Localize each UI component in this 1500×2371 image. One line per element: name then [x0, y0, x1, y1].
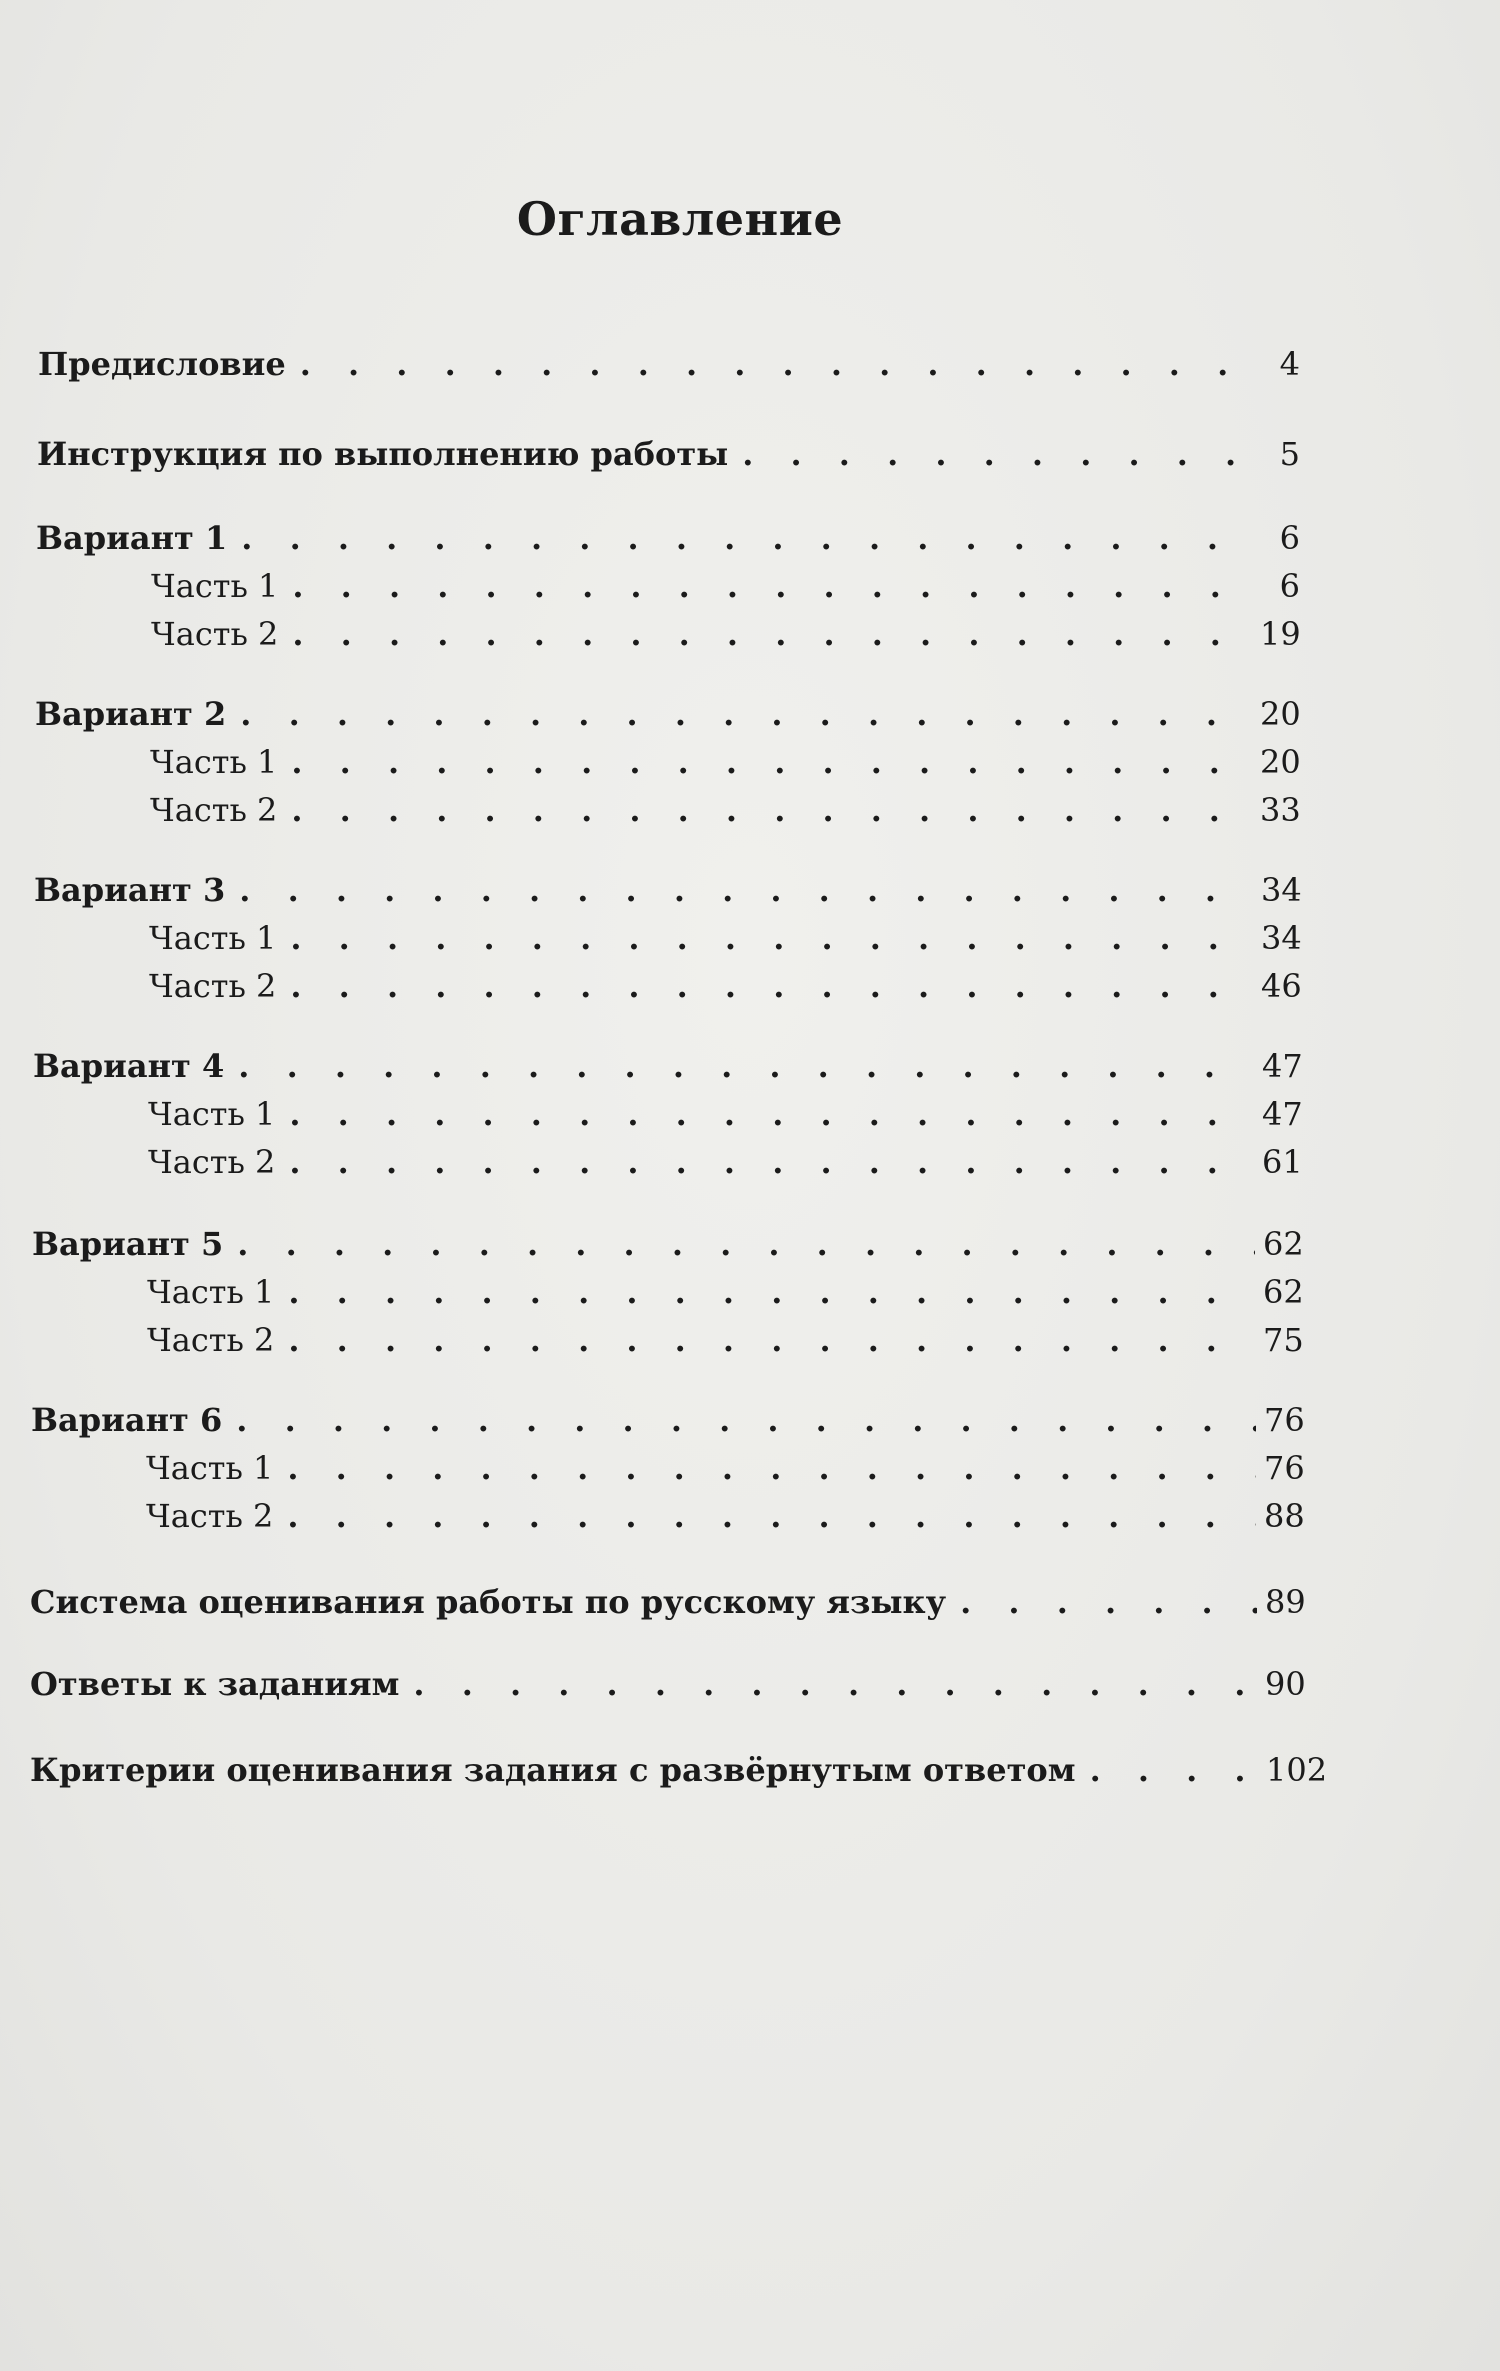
- toc-page-number: 5: [1279, 435, 1300, 473]
- toc-entry-label: Инструкция по выполнению работы: [37, 435, 729, 473]
- toc-subsection-entry: [148, 1142, 1302, 1182]
- dot-leader: [234, 694, 1252, 734]
- toc-entry-label: Часть 1: [147, 1273, 275, 1311]
- toc-entry-label: Часть 2: [150, 791, 278, 829]
- toc-page-number: 61: [1262, 1143, 1303, 1181]
- toc-subsection-entry: [150, 742, 1300, 782]
- dot-leader: [284, 966, 1253, 1006]
- toc-page-number: 89: [1265, 1583, 1306, 1621]
- dot-leader: [282, 1320, 1255, 1360]
- dot-leader: [283, 1142, 1254, 1182]
- toc-entry-label: Вариант 2: [35, 695, 227, 733]
- toc-entry-label: Часть 1: [151, 567, 279, 605]
- toc-entry-label: Часть 1: [149, 919, 277, 957]
- toc-subsection-entry: [149, 966, 1301, 1006]
- dot-leader: [294, 344, 1252, 384]
- toc-section-entry: [32, 1224, 1303, 1264]
- toc-page-number: 47: [1262, 1095, 1303, 1133]
- dot-leader: [281, 1448, 1256, 1488]
- toc-entry-label: Часть 2: [146, 1497, 274, 1535]
- toc-section-entry: [34, 870, 1301, 910]
- toc-page-number: 33: [1260, 791, 1301, 829]
- toc-entry-label: Вариант 3: [34, 871, 226, 909]
- dot-leader: [282, 1272, 1255, 1312]
- toc-entry-label: Часть 2: [149, 967, 277, 1005]
- dot-leader: [233, 870, 1253, 910]
- toc-subsection-entry: [151, 614, 1300, 654]
- toc-subsection-entry: [149, 918, 1301, 958]
- toc-page-number: 62: [1263, 1225, 1304, 1263]
- toc-page-number: 88: [1264, 1497, 1305, 1535]
- toc-page-number: 19: [1260, 615, 1301, 653]
- dot-leader: [286, 614, 1252, 654]
- dot-leader: [230, 1400, 1256, 1440]
- toc-entry-label: Вариант 6: [31, 1401, 223, 1439]
- toc-section-entry: [36, 518, 1300, 558]
- toc-entry-label: Система оценивания работы по русскому языку: [30, 1583, 947, 1621]
- toc-entry-label: Часть 1: [146, 1449, 274, 1487]
- toc-page-number: 20: [1260, 695, 1301, 733]
- dot-leader: [283, 1094, 1254, 1134]
- toc-entry-label: Вариант 5: [32, 1225, 224, 1263]
- toc-entry-label: Предисловие: [38, 345, 286, 383]
- dot-leader: [1084, 1750, 1258, 1790]
- toc-page-number: 76: [1264, 1449, 1305, 1487]
- dot-leader: [407, 1664, 1257, 1704]
- toc-page-number: 20: [1260, 743, 1301, 781]
- toc-entry-label: Часть 2: [151, 615, 279, 653]
- toc-subsection-entry: [147, 1272, 1303, 1312]
- toc-page-number: 34: [1261, 871, 1302, 909]
- dot-leader: [285, 790, 1252, 830]
- dot-leader: [285, 742, 1252, 782]
- toc-entry-label: Часть 2: [147, 1321, 275, 1359]
- dot-leader: [286, 566, 1252, 606]
- toc-entry-label: Вариант 4: [33, 1047, 225, 1085]
- toc-entry-label: Часть 1: [150, 743, 278, 781]
- toc-subsection-entry: [151, 566, 1300, 606]
- page-title: Оглавление: [516, 192, 844, 246]
- toc-entry-label: Ответы к заданиям: [30, 1665, 400, 1703]
- toc-page-number: 62: [1263, 1273, 1304, 1311]
- toc-entry-label: Критерии оценивания задания с развёрнутым ответом: [30, 1751, 1076, 1789]
- toc-entry-label: Часть 1: [148, 1095, 276, 1133]
- toc-entry-label: Часть 2: [148, 1143, 276, 1181]
- toc-page-number: 4: [1279, 345, 1300, 383]
- toc-page-number: 90: [1265, 1665, 1306, 1703]
- toc-section-entry: [38, 344, 1300, 384]
- toc-section-entry: [30, 1664, 1305, 1704]
- dot-leader: [281, 1496, 1256, 1536]
- toc-page-number: 34: [1261, 919, 1302, 957]
- toc-entry-label: Вариант 1: [36, 519, 228, 557]
- toc-section-entry: [33, 1046, 1302, 1086]
- toc-subsection-entry: [150, 790, 1300, 830]
- toc-page-number: 6: [1279, 567, 1300, 605]
- toc-page-number: 75: [1263, 1321, 1304, 1359]
- toc-section-entry: [30, 1750, 1328, 1790]
- dot-leader: [232, 1046, 1254, 1086]
- toc-subsection-entry: [147, 1320, 1303, 1360]
- toc-section-entry: [30, 1582, 1305, 1622]
- toc-page-number: 6: [1279, 519, 1300, 557]
- toc-subsection-entry: [148, 1094, 1302, 1134]
- toc-subsection-entry: [146, 1496, 1304, 1536]
- dot-leader: [235, 518, 1252, 558]
- toc-section-entry: [35, 694, 1300, 734]
- dot-leader: [954, 1582, 1257, 1622]
- dot-leader: [231, 1224, 1255, 1264]
- toc-subsection-entry: [146, 1448, 1304, 1488]
- toc-page-number: 46: [1261, 967, 1302, 1005]
- dot-leader: [736, 434, 1252, 474]
- dot-leader: [284, 918, 1253, 958]
- toc-page-number: 47: [1262, 1047, 1303, 1085]
- toc-section-entry: [37, 434, 1300, 474]
- toc-page-number: 76: [1264, 1401, 1305, 1439]
- toc-page-number: 102: [1266, 1751, 1328, 1789]
- toc-section-entry: [31, 1400, 1304, 1440]
